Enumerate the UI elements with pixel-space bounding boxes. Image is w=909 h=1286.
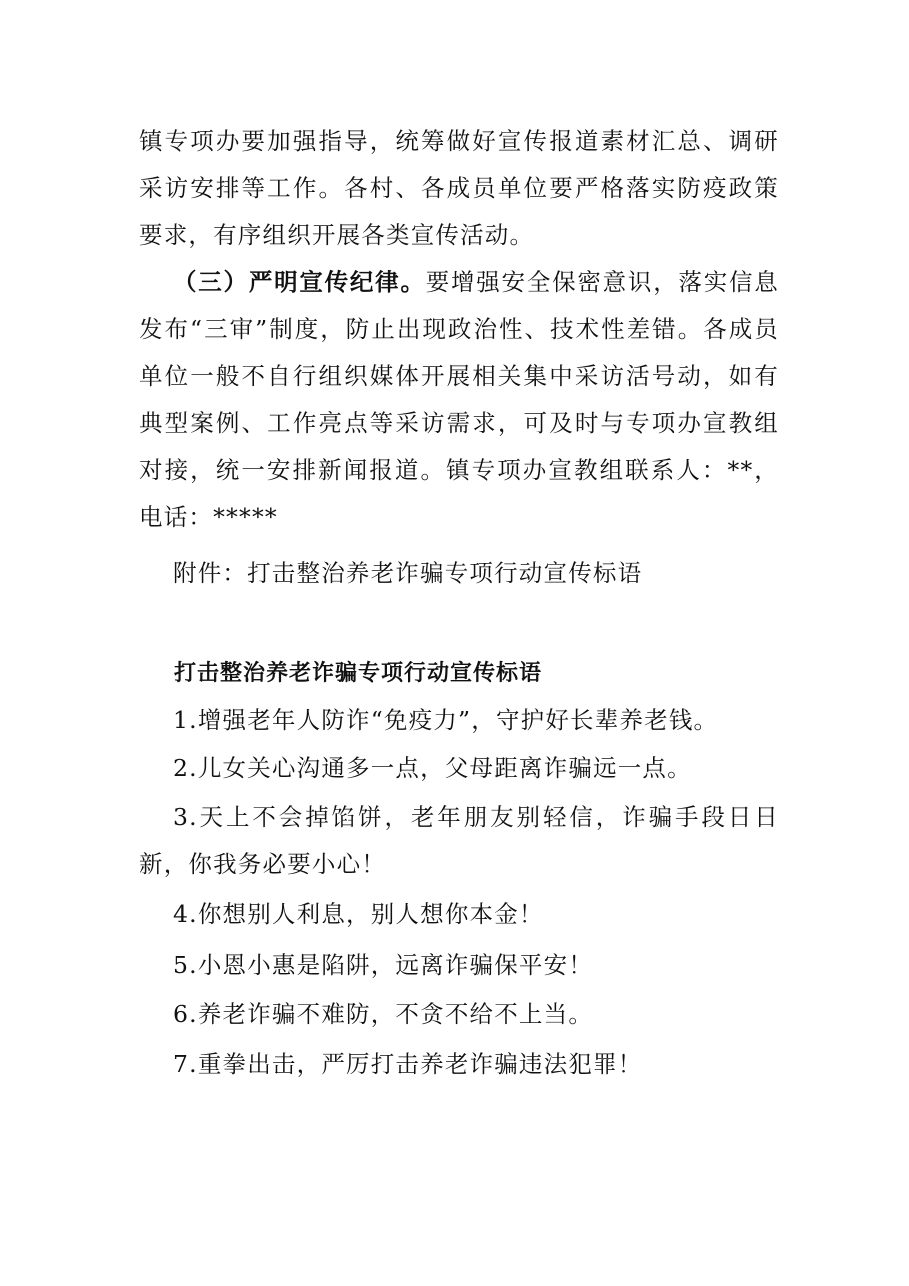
paragraph-discipline-body: 要增强安全保密意识，落实信息发布“三审”制度，防止出现政治性、技术性差错。各成员单位一般不自行组织媒体开展相关集中采访活号动，如有典型案例、工作亮点等采访需求，可及时与专项办宣教组对接，统一安排新闻报道。镇专项办宣教组联系人：**，电话：*****: [139, 268, 779, 531]
paragraph-coordination: 镇专项办要加强指导，统筹做好宣传报道素材汇总、调研采访安排等工作。各村、各成员单位要严格落实防疫政策要求，有序组织开展各类宣传活动。: [139, 127, 779, 249]
slogan-item: 4.你想别人利息，别人想你本金！: [173, 900, 544, 928]
slogan-item: 3.天上不会掉馅饼，老年朋友别轻信，诈骗手段日日新，你我务必要小心！: [139, 803, 779, 878]
slogan-item: 1.增强老年人防诈“免疫力”，守护好长辈养老钱。: [173, 706, 719, 734]
slogan-item: 6.养老诈骗不难防，不贪不给不上当。: [173, 1000, 594, 1028]
slogan-title: 打击整治养老诈骗专项行动宣传标语: [174, 660, 543, 686]
slogan-item: 5.小恩小惠是陷阱，远离诈骗保平安！: [173, 951, 594, 979]
slogan-item: 7.重拳出击，严厉打击养老诈骗违法犯罪！: [173, 1050, 643, 1078]
paragraph-discipline: [139, 259, 779, 541]
slogan-item: 2.儿女关心沟通多一点，父母距离诈骗远一点。: [173, 754, 692, 782]
section-heading-discipline: （三）严明宣传纪律。: [173, 268, 426, 296]
attachment-line: 附件：打击整治养老诈骗专项行动宣传标语: [173, 559, 643, 587]
